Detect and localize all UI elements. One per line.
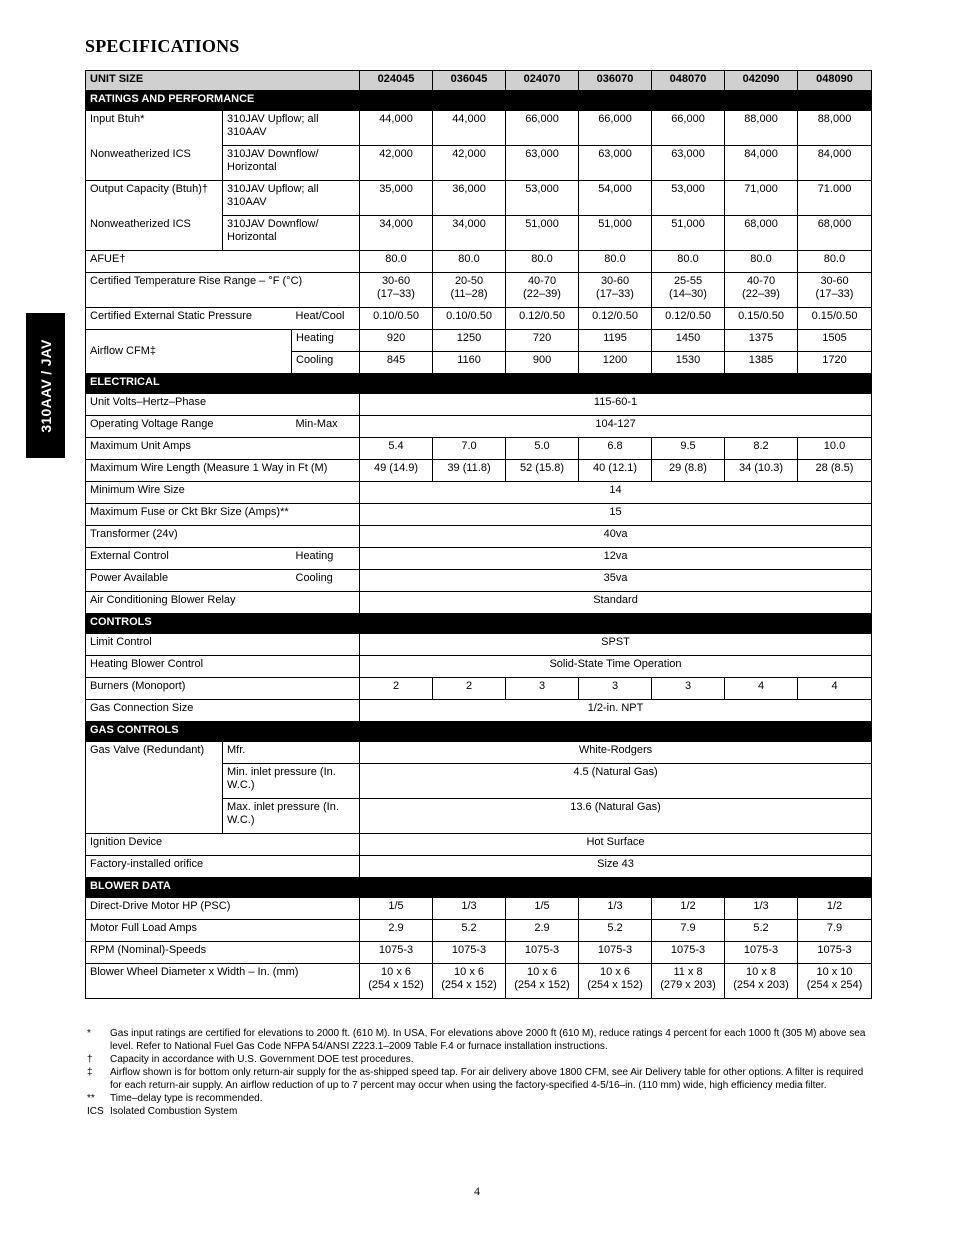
row-sublabel: 310JAV Downflow/ Horizontal: [223, 146, 360, 181]
table-row: [86, 146, 872, 181]
row-label: Burners (Monoport): [86, 678, 360, 700]
footnote-text: Isolated Combustion System: [110, 1106, 238, 1117]
table-cell: [725, 273, 798, 308]
table-cell: 1/2: [798, 898, 872, 920]
table-cell: [725, 964, 798, 999]
table-cell: 1375: [725, 330, 798, 352]
table-row: [86, 656, 872, 678]
table-cell: 1720: [798, 352, 872, 374]
table-row: [86, 964, 872, 999]
cell-line: (22–39): [742, 288, 780, 300]
table-row: [86, 856, 872, 878]
section-title: BLOWER DATA: [86, 878, 872, 898]
table-cell: 51,000: [579, 216, 652, 251]
page-number: 4: [474, 1184, 480, 1198]
table-cell: 42,000: [433, 146, 506, 181]
table-row: [86, 942, 872, 964]
table-cell: 29 (8.8): [652, 460, 725, 482]
cell-line: (17–33): [815, 288, 854, 300]
table-cell: [433, 273, 506, 308]
table-cell: [433, 964, 506, 999]
table-cell: 0.10/0.50: [433, 308, 506, 330]
cell-line: (254 x 152): [587, 979, 643, 991]
table-cell: [798, 964, 872, 999]
table-cell: 6.8: [579, 438, 652, 460]
model-header: 036070: [579, 71, 652, 91]
table-cell: 44,000: [433, 111, 506, 146]
table-cell: 1075-3: [506, 942, 579, 964]
row-label: Heating Blower Control: [86, 656, 360, 678]
table-cell: 0.12/0.50: [652, 308, 725, 330]
cell-line: 10 x 6: [454, 966, 484, 978]
table-cell: [579, 964, 652, 999]
section-title: ELECTRICAL: [86, 374, 872, 394]
table-cell: [652, 273, 725, 308]
table-cell: [652, 964, 725, 999]
footnote: [85, 1105, 871, 1118]
table-cell: 1/3: [433, 898, 506, 920]
table-cell: 88,000: [725, 111, 798, 146]
side-tab: [26, 313, 65, 458]
table-cell: 9.5: [652, 438, 725, 460]
cell-line: (22–39): [523, 288, 561, 300]
table-cell: 0.12/0.50: [579, 308, 652, 330]
table-cell: 1075-3: [579, 942, 652, 964]
table-cell: 0.12/0.50: [506, 308, 579, 330]
cell-line: 30-60: [381, 275, 411, 287]
footnote-symbol: *: [87, 1028, 91, 1039]
table-cell: 5.0: [506, 438, 579, 460]
table-cell: 80.0: [652, 251, 725, 273]
section-title: GAS CONTROLS: [86, 722, 872, 742]
row-label: Nonweatherized ICS: [86, 216, 223, 251]
table-row: [86, 308, 872, 330]
row-label: Transformer (24v): [86, 526, 360, 548]
footnote: [85, 1053, 871, 1066]
specifications-table: [85, 70, 872, 999]
row-label: Maximum Wire Length (Measure 1 Way in Ft (M): [86, 460, 360, 482]
cell-line: 20-50: [454, 275, 484, 287]
table-cell: [798, 273, 872, 308]
table-cell: 7.0: [433, 438, 506, 460]
table-cell: 1385: [725, 352, 798, 374]
section-header: [86, 878, 872, 898]
table-cell: 1075-3: [798, 942, 872, 964]
footnote: [85, 1027, 871, 1053]
table-cell: 920: [360, 330, 433, 352]
table-cell: 84,000: [725, 146, 798, 181]
table-cell: 8.2: [725, 438, 798, 460]
table-cell: 63,000: [652, 146, 725, 181]
header-row: [86, 71, 872, 91]
table-cell: 1075-3: [433, 942, 506, 964]
row-label: Direct-Drive Motor HP (PSC): [86, 898, 360, 920]
footnote: [85, 1092, 871, 1105]
row-label: Airflow CFM‡: [86, 330, 292, 374]
table-cell: 1/2-in. NPT: [360, 700, 872, 722]
table-cell: 80.0: [506, 251, 579, 273]
table-cell: 1/5: [360, 898, 433, 920]
model-header: 036045: [433, 71, 506, 91]
cell-line: (14–30): [669, 288, 707, 300]
table-cell: 28 (8.5): [798, 460, 872, 482]
table-row: [86, 700, 872, 722]
table-cell: 63,000: [506, 146, 579, 181]
section-header: [86, 374, 872, 394]
cell-line: (17–33): [377, 288, 415, 300]
footnote-text: Gas input ratings are certified for elevations to 2000 ft. (610 M). In USA, For elevations above 2000 ft (610 M), reduce ratings 4 percent for each 1000 ft (305 M) above sea level. Refer to National Fuel Gas Code NFPA 54/ANSI Z223.1–2009 Table F.4 or furnace installation instructions.: [110, 1028, 866, 1052]
row-label: Motor Full Load Amps: [86, 920, 360, 942]
row-label: Factory-installed orifice: [86, 856, 360, 878]
table-cell: [579, 273, 652, 308]
cell-line: 10 x 10: [816, 966, 853, 978]
table-cell: 15: [360, 504, 872, 526]
table-row: [86, 678, 872, 700]
cell-line: (279 x 203): [660, 979, 716, 991]
table-row: [86, 920, 872, 942]
row-label: Operating Voltage Range: [86, 416, 292, 438]
table-row: [86, 394, 872, 416]
table-cell: Standard: [360, 592, 872, 614]
row-sublabel: Min-Max: [292, 416, 360, 438]
table-cell: 34 (10.3): [725, 460, 798, 482]
table-cell: 88,000: [798, 111, 872, 146]
table-cell: 900: [506, 352, 579, 374]
row-label: RPM (Nominal)-Speeds: [86, 942, 360, 964]
cell-line: (254 x 152): [514, 979, 570, 991]
table-cell: 35,000: [360, 181, 433, 216]
table-row: [86, 548, 872, 570]
table-cell: 36,000: [433, 181, 506, 216]
row-label: AFUE†: [86, 251, 360, 273]
cell-line: 40-70: [746, 275, 776, 287]
table-cell: SPST: [360, 634, 872, 656]
table-cell: 49 (14.9): [360, 460, 433, 482]
table-cell: 68,000: [798, 216, 872, 251]
footnote-text: Time–delay type is recommended.: [110, 1093, 263, 1104]
table-cell: 1/3: [579, 898, 652, 920]
table-cell: 42,000: [360, 146, 433, 181]
table-cell: 4: [725, 678, 798, 700]
cell-line: 30-60: [820, 275, 849, 287]
footnote-text: Capacity in accordance with U.S. Government DOE test procedures.: [110, 1054, 414, 1065]
section-header: [86, 614, 872, 634]
table-cell: 104-127: [360, 416, 872, 438]
table-cell: 34,000: [433, 216, 506, 251]
table-cell: 3: [579, 678, 652, 700]
table-row: [86, 181, 872, 216]
row-sublabel: Heating: [292, 330, 360, 352]
row-sublabel: Heat/Cool: [292, 308, 360, 330]
table-cell: 53,000: [652, 181, 725, 216]
table-cell: 54,000: [579, 181, 652, 216]
page-title: SPECIFICATIONS: [85, 36, 240, 56]
table-cell: 35va: [360, 570, 872, 592]
row-sublabel: 310JAV Downflow/ Horizontal: [223, 216, 360, 251]
cell-line: (17–33): [596, 288, 634, 300]
cell-line: (254 x 152): [368, 979, 424, 991]
table-row: [86, 570, 872, 592]
row-sublabel: 310JAV Upflow; all 310AAV: [223, 111, 360, 146]
table-cell: 1450: [652, 330, 725, 352]
row-label: Maximum Fuse or Ckt Bkr Size (Amps)**: [86, 504, 360, 526]
table-cell: 66,000: [506, 111, 579, 146]
table-cell: 1200: [579, 352, 652, 374]
row-label: External Control: [86, 548, 292, 570]
cell-line: 10 x 6: [527, 966, 557, 978]
table-row: [86, 482, 872, 504]
footnote: [85, 1066, 871, 1092]
table-row: [86, 634, 872, 656]
table-cell: 115-60-1: [360, 394, 872, 416]
footnote-symbol: **: [87, 1093, 95, 1104]
table-cell: 2.9: [506, 920, 579, 942]
table-cell: 5.2: [433, 920, 506, 942]
table-cell: 1075-3: [360, 942, 433, 964]
table-row: [86, 330, 872, 352]
cell-line: (11–28): [450, 288, 488, 300]
table-cell: 68,000: [725, 216, 798, 251]
table-row: [86, 460, 872, 482]
table-cell: 1075-3: [652, 942, 725, 964]
table-row: [86, 273, 872, 308]
table-cell: 44,000: [360, 111, 433, 146]
table-cell: 3: [506, 678, 579, 700]
table-row: [86, 216, 872, 251]
table-cell: 7.9: [652, 920, 725, 942]
row-label: Minimum Wire Size: [86, 482, 360, 504]
table-cell: 80.0: [725, 251, 798, 273]
row-label: Unit Volts–Hertz–Phase: [86, 394, 360, 416]
row-sublabel: 310JAV Upflow; all 310AAV: [223, 181, 360, 216]
table-row: [86, 251, 872, 273]
table-row: [86, 416, 872, 438]
cell-line: 10 x 6: [381, 966, 411, 978]
row-sublabel: Cooling: [292, 352, 360, 374]
table-cell: 51,000: [506, 216, 579, 251]
table-cell: 1075-3: [725, 942, 798, 964]
table-cell: 63,000: [579, 146, 652, 181]
table-cell: 40va: [360, 526, 872, 548]
cell-line: 10 x 8: [746, 966, 776, 978]
cell-line: (254 x 152): [441, 979, 497, 991]
table-row: [86, 742, 872, 764]
cell-line: 40-70: [527, 275, 557, 287]
section-title: CONTROLS: [86, 614, 872, 634]
row-label: Power Available: [86, 570, 292, 592]
cell-line: 10 x 6: [600, 966, 630, 978]
footnote-text: Airflow shown is for bottom only return-air supply for the as-shipped speed tap. For air delivery above 1800 CFM, see Air Delivery table for other options. A filter is required for each return-air supply. An airflow reduction of up to 7 percent may occur when using the factory-specified 4-5/16–in. (110 mm) wide, high efficiency media filter.: [110, 1067, 864, 1091]
cell-line: 11 x 8: [673, 966, 703, 978]
table-cell: 66,000: [579, 111, 652, 146]
table-cell: 3: [652, 678, 725, 700]
table-row: [86, 504, 872, 526]
row-label: Maximum Unit Amps: [86, 438, 360, 460]
table-cell: 2: [360, 678, 433, 700]
row-sublabel: Heating: [292, 548, 360, 570]
table-cell: 5.2: [725, 920, 798, 942]
table-cell: 1250: [433, 330, 506, 352]
section-header: [86, 722, 872, 742]
row-label: Certified External Static Pressure: [86, 308, 292, 330]
row-label: Limit Control: [86, 634, 360, 656]
table-cell: 52 (15.8): [506, 460, 579, 482]
cell-line: 25-55: [673, 275, 703, 287]
table-cell: 71.000: [798, 181, 872, 216]
footnote-symbol: †: [87, 1054, 93, 1065]
table-cell: White-Rodgers: [360, 742, 872, 764]
table-cell: 53,000: [506, 181, 579, 216]
table-cell: 720: [506, 330, 579, 352]
row-label: Gas Connection Size: [86, 700, 360, 722]
table-cell: [360, 273, 433, 308]
table-cell: Solid-State Time Operation: [360, 656, 872, 678]
table-cell: 71,000: [725, 181, 798, 216]
model-header: 048090: [798, 71, 872, 91]
table-cell: Hot Surface: [360, 834, 872, 856]
section-header: [86, 91, 872, 111]
row-label: Blower Wheel Diameter x Width – In. (mm): [86, 964, 360, 999]
section-title: RATINGS AND PERFORMANCE: [86, 91, 872, 111]
model-header: 048070: [652, 71, 725, 91]
row-label: Output Capacity (Btuh)†: [86, 181, 223, 216]
footnote-symbol: ICS: [87, 1106, 104, 1117]
table-cell: 80.0: [579, 251, 652, 273]
table-cell: 1505: [798, 330, 872, 352]
table-cell: 2: [433, 678, 506, 700]
row-sublabel: Min. inlet pressure (In. W.C.): [223, 764, 360, 799]
unit-size-label: UNIT SIZE: [86, 71, 360, 91]
table-cell: 0.15/0.50: [798, 308, 872, 330]
table-cell: 1530: [652, 352, 725, 374]
table-cell: 80.0: [798, 251, 872, 273]
model-header: 042090: [725, 71, 798, 91]
row-label: Input Btuh*: [86, 111, 223, 146]
table-row: [86, 898, 872, 920]
table-cell: 2.9: [360, 920, 433, 942]
table-cell: 10.0: [798, 438, 872, 460]
table-cell: 14: [360, 482, 872, 504]
table-cell: 7.9: [798, 920, 872, 942]
table-cell: 40 (12.1): [579, 460, 652, 482]
table-cell: 5.4: [360, 438, 433, 460]
table-cell: 845: [360, 352, 433, 374]
table-cell: 0.15/0.50: [725, 308, 798, 330]
table-row: [86, 111, 872, 146]
side-tab-label: 310AAV / JAV: [37, 338, 54, 433]
table-cell: 4.5 (Natural Gas): [360, 764, 872, 799]
table-row: [86, 834, 872, 856]
table-cell: [506, 273, 579, 308]
table-cell: Size 43: [360, 856, 872, 878]
row-sublabel: Cooling: [292, 570, 360, 592]
row-label: Air Conditioning Blower Relay: [86, 592, 360, 614]
model-header: 024070: [506, 71, 579, 91]
footnotes: [85, 1027, 871, 1118]
table-cell: 39 (11.8): [433, 460, 506, 482]
table-cell: [506, 964, 579, 999]
table-row: [86, 526, 872, 548]
table-cell: 66,000: [652, 111, 725, 146]
row-label: Gas Valve (Redundant): [86, 742, 223, 834]
table-cell: 34,000: [360, 216, 433, 251]
cell-line: 30-60: [600, 275, 630, 287]
row-label: Nonweatherized ICS: [86, 146, 223, 181]
row-sublabel: Mfr.: [223, 742, 360, 764]
table-cell: 1195: [579, 330, 652, 352]
cell-line: (254 x 203): [733, 979, 789, 991]
table-cell: 5.2: [579, 920, 652, 942]
table-cell: 80.0: [360, 251, 433, 273]
table-cell: 80.0: [433, 251, 506, 273]
table-row: [86, 438, 872, 460]
table-cell: 1/3: [725, 898, 798, 920]
table-row: [86, 592, 872, 614]
row-label: Ignition Device: [86, 834, 360, 856]
table-cell: 0.10/0.50: [360, 308, 433, 330]
table-cell: 4: [798, 678, 872, 700]
model-header: 024045: [360, 71, 433, 91]
table-cell: 51,000: [652, 216, 725, 251]
row-sublabel: Max. inlet pressure (In. W.C.): [223, 799, 360, 834]
table-cell: [360, 964, 433, 999]
table-cell: 12va: [360, 548, 872, 570]
table-cell: 84,000: [798, 146, 872, 181]
table-cell: 13.6 (Natural Gas): [360, 799, 872, 834]
table-cell: 1160: [433, 352, 506, 374]
table-cell: 1/2: [652, 898, 725, 920]
cell-line: (254 x 254): [806, 979, 863, 991]
table-cell: 1/5: [506, 898, 579, 920]
row-label: Certified Temperature Rise Range – °F (°C): [86, 273, 360, 308]
footnote-symbol: ‡: [87, 1067, 93, 1078]
